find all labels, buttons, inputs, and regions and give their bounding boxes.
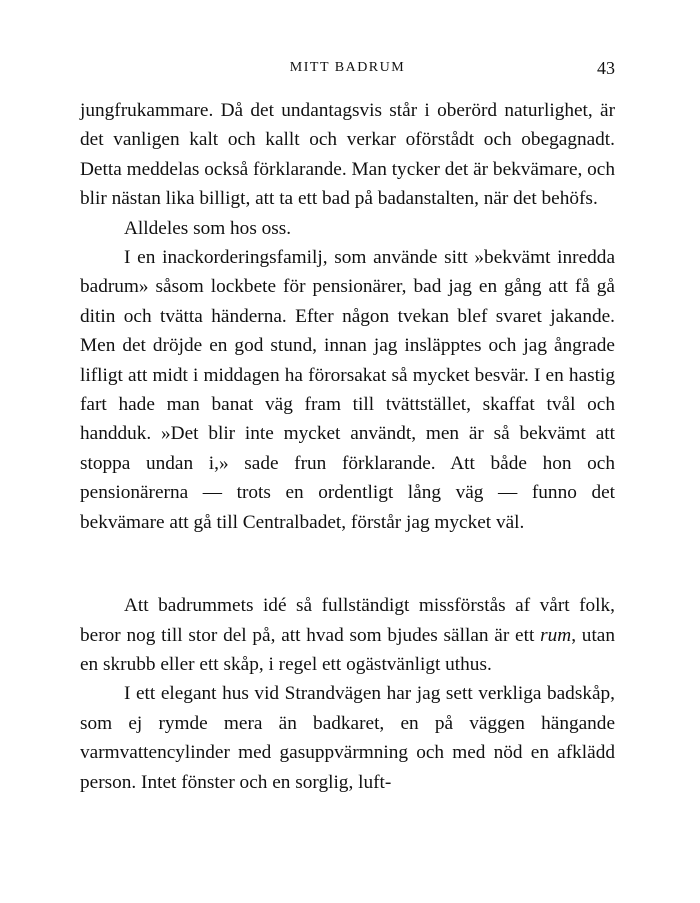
page-number: 43 <box>597 58 615 78</box>
paragraph-4-start: Att badrummets idé så fullständigt missförstås af vårt folk, beror nog till stor del på, att hvad som bjudes sällan är ett <box>80 595 615 646</box>
paragraph-5: I ett elegant hus vid Strandvägen har jag sett verkliga badskåp, som ej rymde mera än badkaret, en på väggen hängande varmvattencylinder med gasuppvärmning och med nöd en afklädd person. Intet fönster och en sorglig, luft- <box>80 683 615 793</box>
body-text <box>80 96 615 797</box>
running-header <box>80 58 615 86</box>
paragraph-2: Alldeles som hos oss. <box>124 217 292 239</box>
paragraph-4 <box>80 591 615 679</box>
section-break <box>80 537 615 591</box>
running-title: MITT BADRUM <box>289 60 406 75</box>
paragraph-1: jungfrukammare. Då det undantagsvis står i oberörd naturlighet, är det vanligen kalt och kallt och verkar oförstådt och obegagnadt. Detta meddelas också förklarande. Man tycker det är bekvämare, och blir nästan lika billigt, att ta ett bad på badanstalten, när det behöfs. <box>80 100 615 210</box>
book-page <box>80 58 615 797</box>
paragraph-4-end: , utan en skrubb eller ett skåp, i regel ett ogästvänligt uthus. <box>80 624 615 675</box>
emphasized-word: rum <box>540 624 572 646</box>
paragraph-3: I en inackorderingsfamilj, som använde sitt »bekvämt inredda badrum» såsom lockbete för pensionärer, bad jag en gång att få gå ditin och tvätta händerna. Efter någon tvekan blef svaret jakande. Men det dröjde en god stund, innan jag insläpptes och jag ångrade lifligt att midt i middagen ha förorsakat så mycket besvär. I en hastig fart hade man banat väg fram till tvättstället, skaffat tvål och handduk. »Det blir inte mycket användt, men är så bekvämt att stoppa undan i,» sade frun förklarande. Att både hon och pensionärerna — trots en ordentligt lång väg — funno det bekvämare att gå till Centralbadet, förstår jag mycket väl. <box>80 247 615 533</box>
